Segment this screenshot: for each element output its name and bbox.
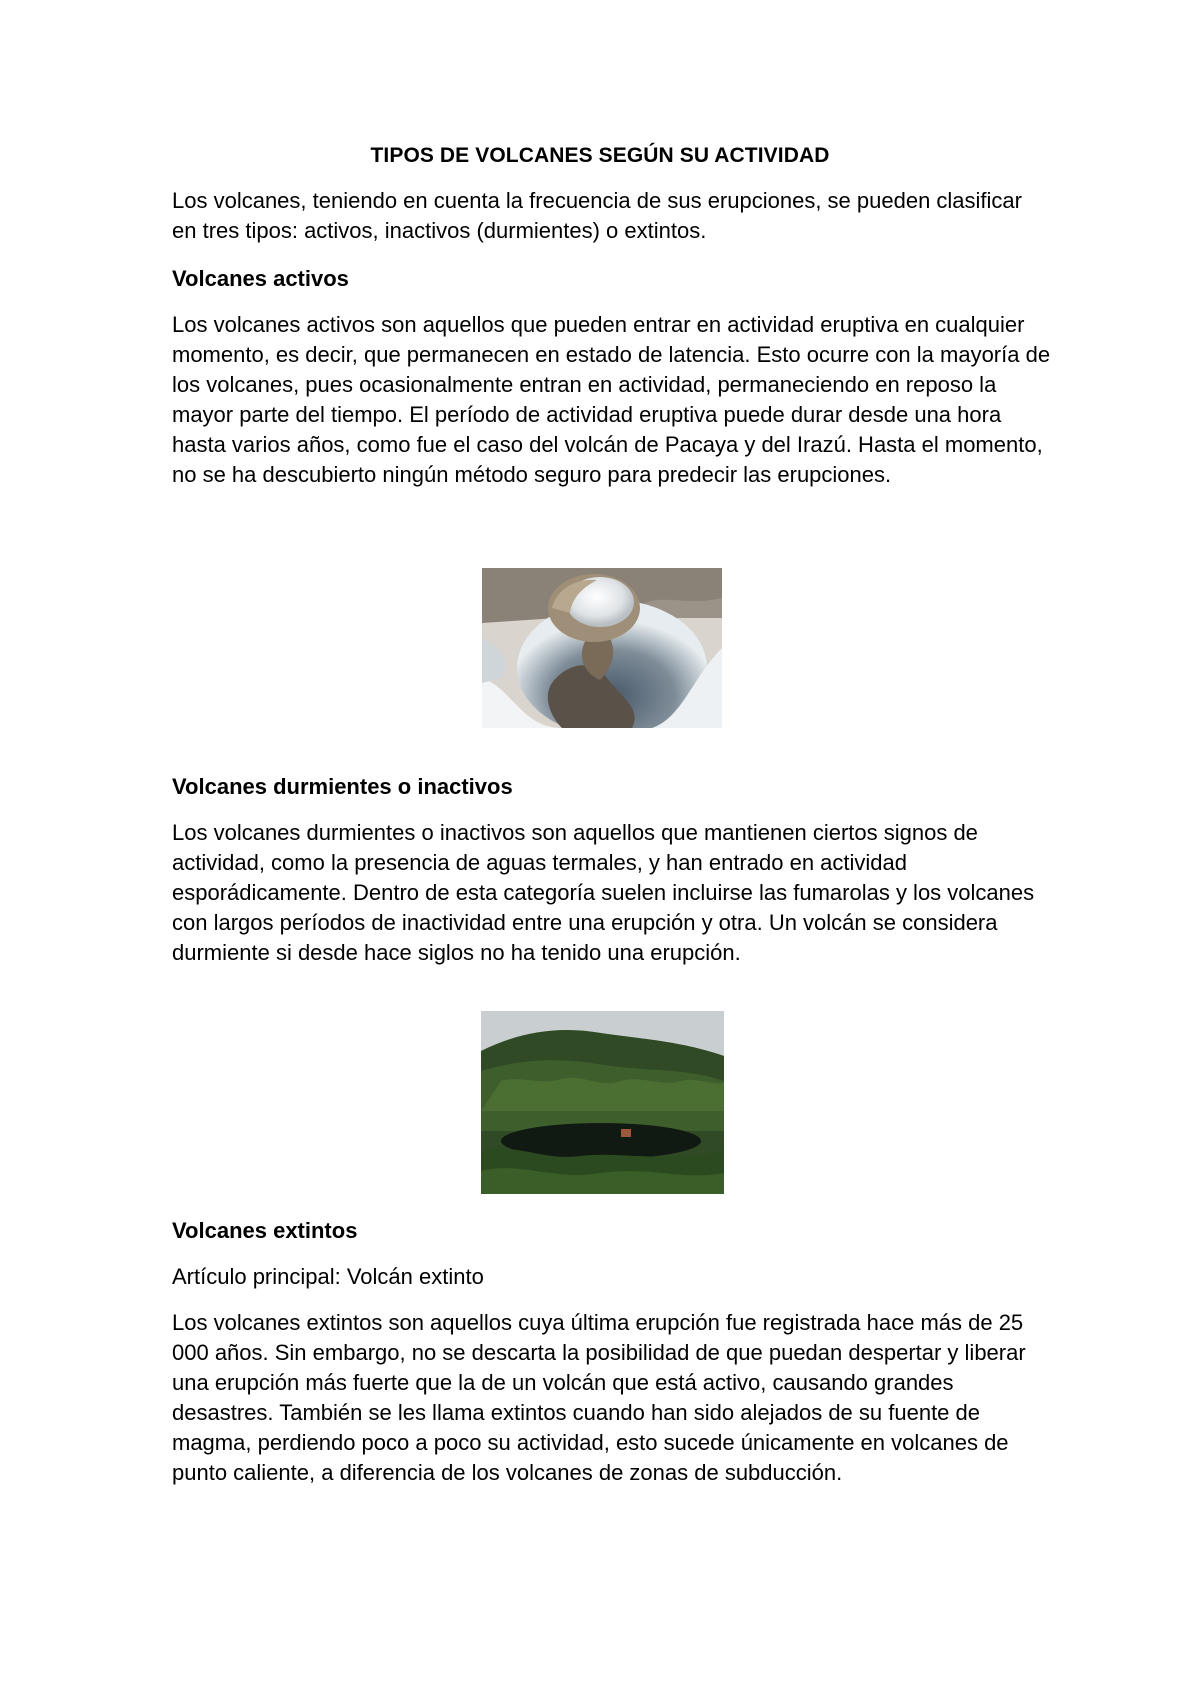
section-body-durmientes bbox=[172, 818, 1052, 968]
section-heading-extintos: Volcanes extintos bbox=[172, 1218, 358, 1243]
main-article-note bbox=[172, 1262, 1052, 1292]
intro-text: Los volcanes, teniendo en cuenta la frecuencia de sus erupciones, se pueden clasificar en tres tipos: activos, inactivos (durmientes) o extintos. bbox=[172, 188, 1022, 243]
crater-photo-graphic bbox=[481, 1011, 724, 1194]
section-body-extintos bbox=[172, 1308, 1052, 1488]
section-text: Los volcanes extintos son aquellos cuya última erupción fue registrada hace más de 25 000 años. Sin embargo, no se descarta la posibilidad de que puedan despertar y liberar una erupción más fuerte que la de un volcán que está activo, causando grandes desastres. También se les llama extintos cuando han sido alejados de su fuente de magma, perdiendo poco a poco su actividad, esto sucede únicamente en volcanes de punto caliente, a diferencia de los volcanes de zonas de subducción. bbox=[172, 1310, 1026, 1485]
section-body-activos bbox=[172, 310, 1052, 490]
eruption-photo-graphic bbox=[482, 568, 722, 728]
document-title: TIPOS DE VOLCANES SEGÚN SU ACTIVIDAD bbox=[370, 144, 830, 167]
crater-photo bbox=[481, 1011, 724, 1194]
section-text: Los volcanes activos son aquellos que pueden entrar en actividad eruptiva en cualquier momento, es decir, que permanecen en estado de latencia. Esto ocurre con la mayoría de los volcanes, pues ocasionalmente entran en actividad, permaneciendo en reposo la mayor parte del tiempo. El período de actividad eruptiva puede durar desde una hora hasta varios años, como fue el caso del volcán de Pacaya y del Irazú. Hasta el momento, no se ha descubierto ningún método seguro para predecir las erupciones. bbox=[172, 312, 1051, 487]
section-heading-activos: Volcanes activos bbox=[172, 266, 349, 291]
section-text: Los volcanes durmientes o inactivos son aquellos que mantienen ciertos signos de actividad, como la presencia de aguas termales, y han entrado en actividad esporádicamente. Dentro de esta categoría suelen incluirse las fumarolas y los volcanes con largos períodos de inactividad entre una erupción y otra. Un volcán se considera durmiente si desde hace siglos no ha tenido una erupción. bbox=[172, 820, 1035, 965]
eruption-photo bbox=[482, 568, 722, 728]
section-heading-durmientes: Volcanes durmientes o inactivos bbox=[172, 774, 513, 799]
intro-paragraph bbox=[172, 186, 1052, 246]
main-article-link: Artículo principal: Volcán extinto bbox=[172, 1264, 484, 1289]
